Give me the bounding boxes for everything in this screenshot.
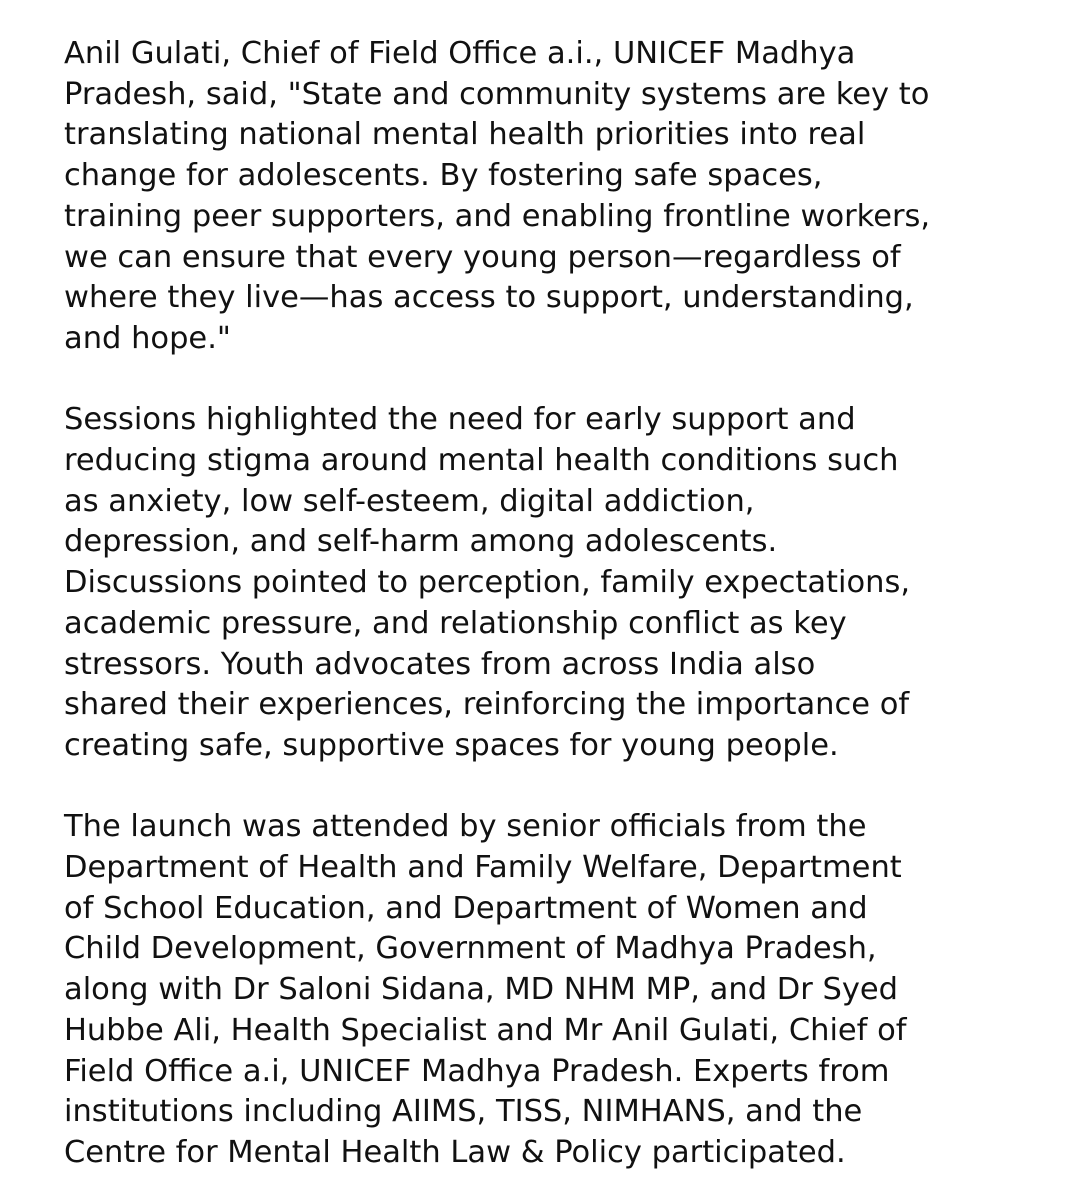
text-line: institutions including AIIMS, TISS, NIMHANS, and the <box>64 1094 863 1130</box>
text-line: and hope." <box>64 320 231 356</box>
text-line: translating national mental health priorities into real <box>64 117 866 153</box>
text-line: depression, and self-harm among adolescents. <box>64 524 778 560</box>
paragraph-launch <box>64 807 1044 1173</box>
text-line: training peer supporters, and enabling frontline workers, <box>64 198 931 234</box>
text-line: Pradesh, said, "State and community systems are key to <box>64 76 930 112</box>
text-line: Anil Gulati, Chief of Field Office a.i., UNICEF Madhya <box>64 36 856 71</box>
text-line: Centre for Mental Health Law & Policy participated. <box>64 1134 846 1170</box>
text-line: change for adolescents. By fostering safe spaces, <box>64 158 823 194</box>
text-line: The launch was attended by senior officials from the <box>64 809 867 845</box>
paragraph-sessions <box>64 400 1044 766</box>
text-line: reducing stigma around mental health conditions such <box>64 443 899 479</box>
text-line: we can ensure that every young person—regardless of <box>64 239 901 275</box>
text-line: along with Dr Saloni Sidana, MD NHM MP, and Dr Syed <box>64 972 898 1008</box>
text-line: academic pressure, and relationship conflict as key <box>64 605 847 641</box>
text-line: stressors. Youth advocates from across India also <box>64 646 816 682</box>
text-line: Hubbe Ali, Health Specialist and Mr Anil Gulati, Chief of <box>64 1012 907 1048</box>
article-body <box>64 34 1044 1174</box>
text-line: of School Education, and Department of Women and <box>64 890 868 926</box>
text-line: Child Development, Government of Madhya Pradesh, <box>64 931 877 967</box>
text-line: as anxiety, low self-esteem, digital addiction, <box>64 483 755 519</box>
text-line: Sessions highlighted the need for early support and <box>64 402 856 438</box>
text-line: Discussions pointed to perception, family expectations, <box>64 565 911 601</box>
text-line: where they live—has access to support, understanding, <box>64 280 914 316</box>
text-line: shared their experiences, reinforcing the importance of <box>64 687 910 723</box>
text-line: Field Office a.i, UNICEF Madhya Pradesh. Experts from <box>64 1053 890 1089</box>
text-line: creating safe, supportive spaces for young people. <box>64 727 839 763</box>
text-line: Department of Health and Family Welfare, Department <box>64 850 902 886</box>
paragraph-quote <box>64 34 1044 360</box>
